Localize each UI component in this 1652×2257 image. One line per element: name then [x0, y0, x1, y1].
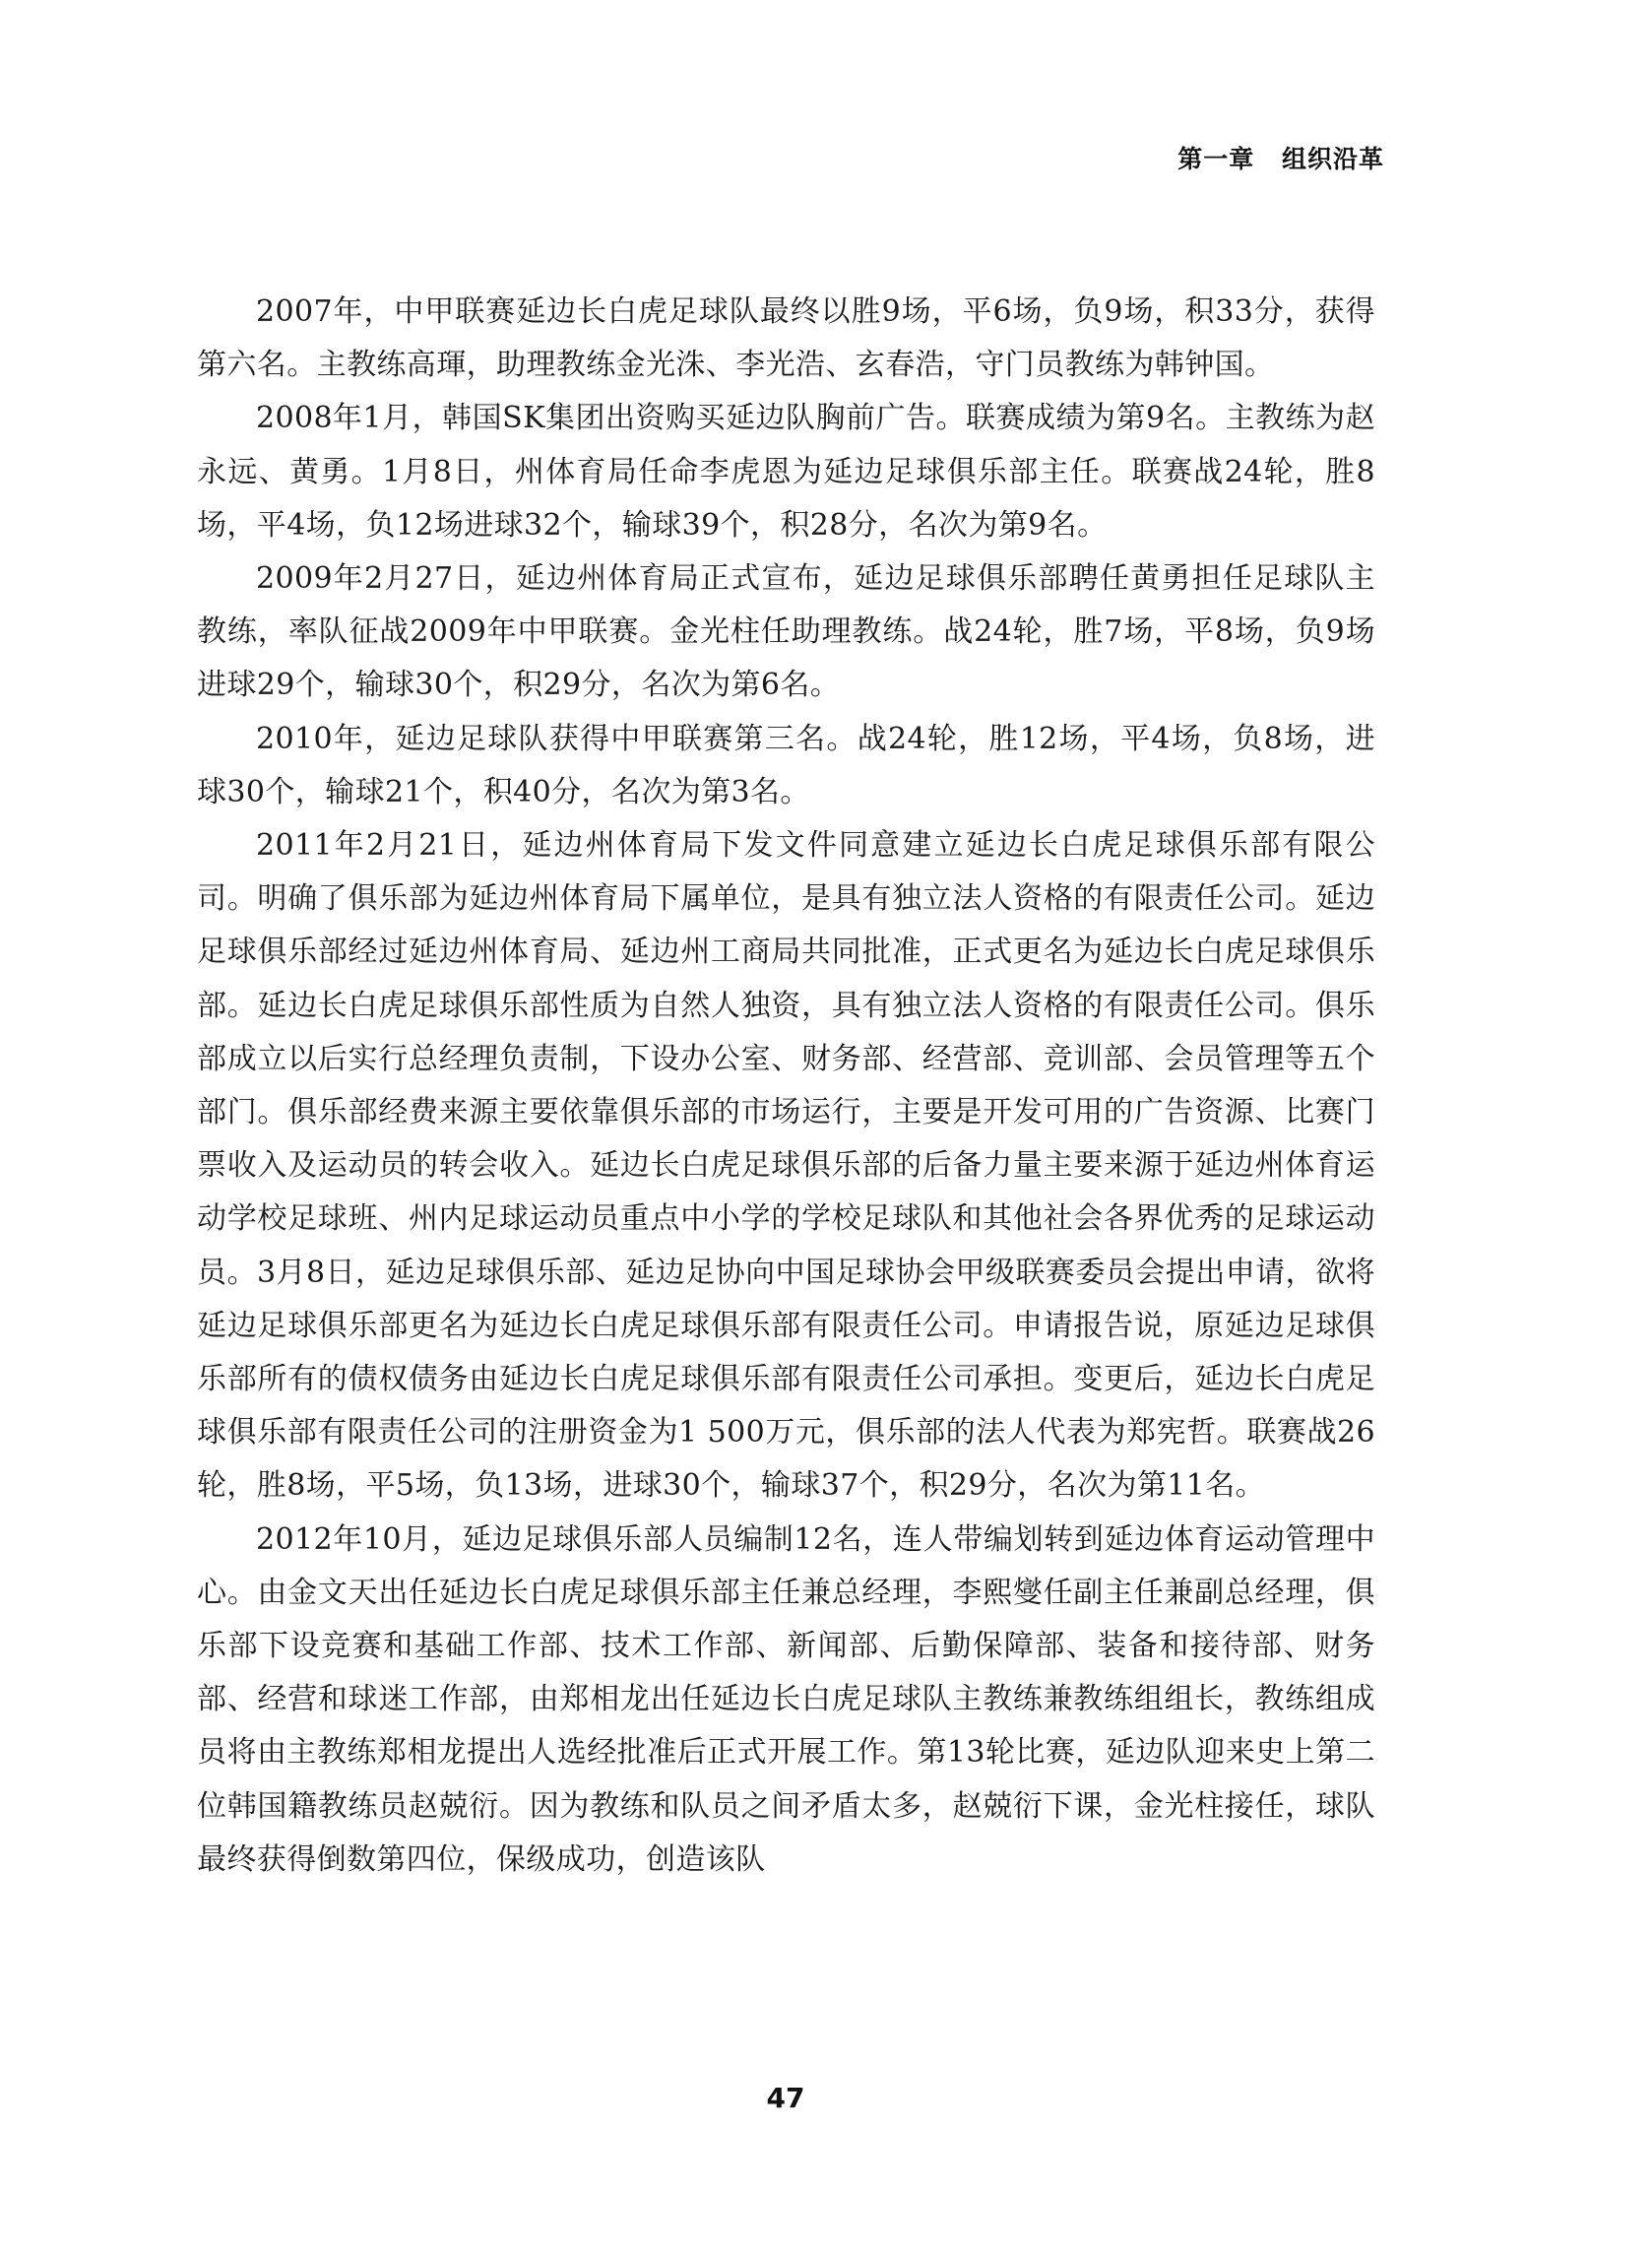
running-header: 第一章 组织沿革: [1177, 145, 1384, 173]
paragraph-2012: 2012年10月，延边足球俱乐部人员编制12名，连人带编划转到延边体育运动管理中心。由金文天出任延边长白虎足球俱乐部主任兼总经理，李熙燮任副主任兼副总经理，俱乐部下设竞赛和基础工作部、技术工作部、新闻部、后勤保障部、装备和接待部、财务部、经营和球迷工作部，由郑相龙出任延边长白虎足球队主教练兼教练组组长，教练组成员将由主教练郑相龙提出人选经批准后正式开展工作。第13轮比赛，延边队迎来史上第二位韩国籍教练员赵兢衍。因为教练和队员之间矛盾太多，赵兢衍下课，金光柱接任，球队最终获得倒数第四位，保级成功，创造该队: [197, 1521, 1375, 1877]
body-text: [197, 286, 1375, 1887]
paragraph-2008: 2008年1月，韩国SK集团出资购买延边队胸前广告。联赛成绩为第9名。主教练为赵永远、黄勇。1月8日，州体育局任命李虎恩为延边足球俱乐部主任。联赛战24轮，胜8场，平4场，负12场进球32个，输球39个，积28分，名次为第9名。: [197, 401, 1375, 543]
page-number: 47: [766, 2082, 805, 2114]
paragraph-2010: 2010年，延边足球队获得中甲联赛第三名。战24轮，胜12场，平4场，负8场，进球30个，输球21个，积40分，名次为第3名。: [197, 721, 1375, 809]
paragraph-2009: 2009年2月27日，延边州体育局正式宣布，延边足球俱乐部聘任黄勇担任足球队主教练，率队征战2009年中甲联赛。金光柱任助理教练。战24轮，胜7场，平8场，负9场进球29个，输球30个，积29分，名次为第6名。: [197, 561, 1375, 703]
paragraph-2007: 2007年，中甲联赛延边长白虎足球队最终以胜9场，平6场，负9场，积33分，获得第六名。主教练高琿，助理教练金光洙、李光浩、玄春浩，守门员教练为韩钟国。: [197, 294, 1375, 383]
paragraph-2011: 2011年2月21日，延边州体育局下发文件同意建立延边长白虎足球俱乐部有限公司。明确了俱乐部为延边州体育局下属单位，是具有独立法人资格的有限责任公司。延边足球俱乐部经过延边州体育局、延边州工商局共同批准，正式更名为延边长白虎足球俱乐部。延边长白虎足球俱乐部性质为自然人独资，具有独立法人资格的有限责任公司。俱乐部成立以后实行总经理负责制，下设办公室、财务部、经营部、竞训部、会员管理等五个部门。俱乐部经费来源主要依靠俱乐部的市场运行，主要是开发可用的广告资源、比赛门票收入及运动员的转会收入。延边长白虎足球俱乐部的后备力量主要来源于延边州体育运动学校足球班、州内足球运动员重点中小学的学校足球队和其他社会各界优秀的足球运动员。3月8日，延边足球俱乐部、延边足协向中国足球协会甲级联赛委员会提出申请，欲将延边足球俱乐部更名为延边长白虎足球俱乐部有限责任公司。申请报告说，原延边足球俱乐部所有的债权债务由延边长白虎足球俱乐部有限责任公司承担。变更后，延边长白虎足球俱乐部有限责任公司的注册资金为1 500万元，俱乐部的法人代表为郑宪哲。联赛战26轮，胜8场，平5场，负13场，进球30个，输球37个，积29分，名次为第11名。: [197, 828, 1375, 1504]
